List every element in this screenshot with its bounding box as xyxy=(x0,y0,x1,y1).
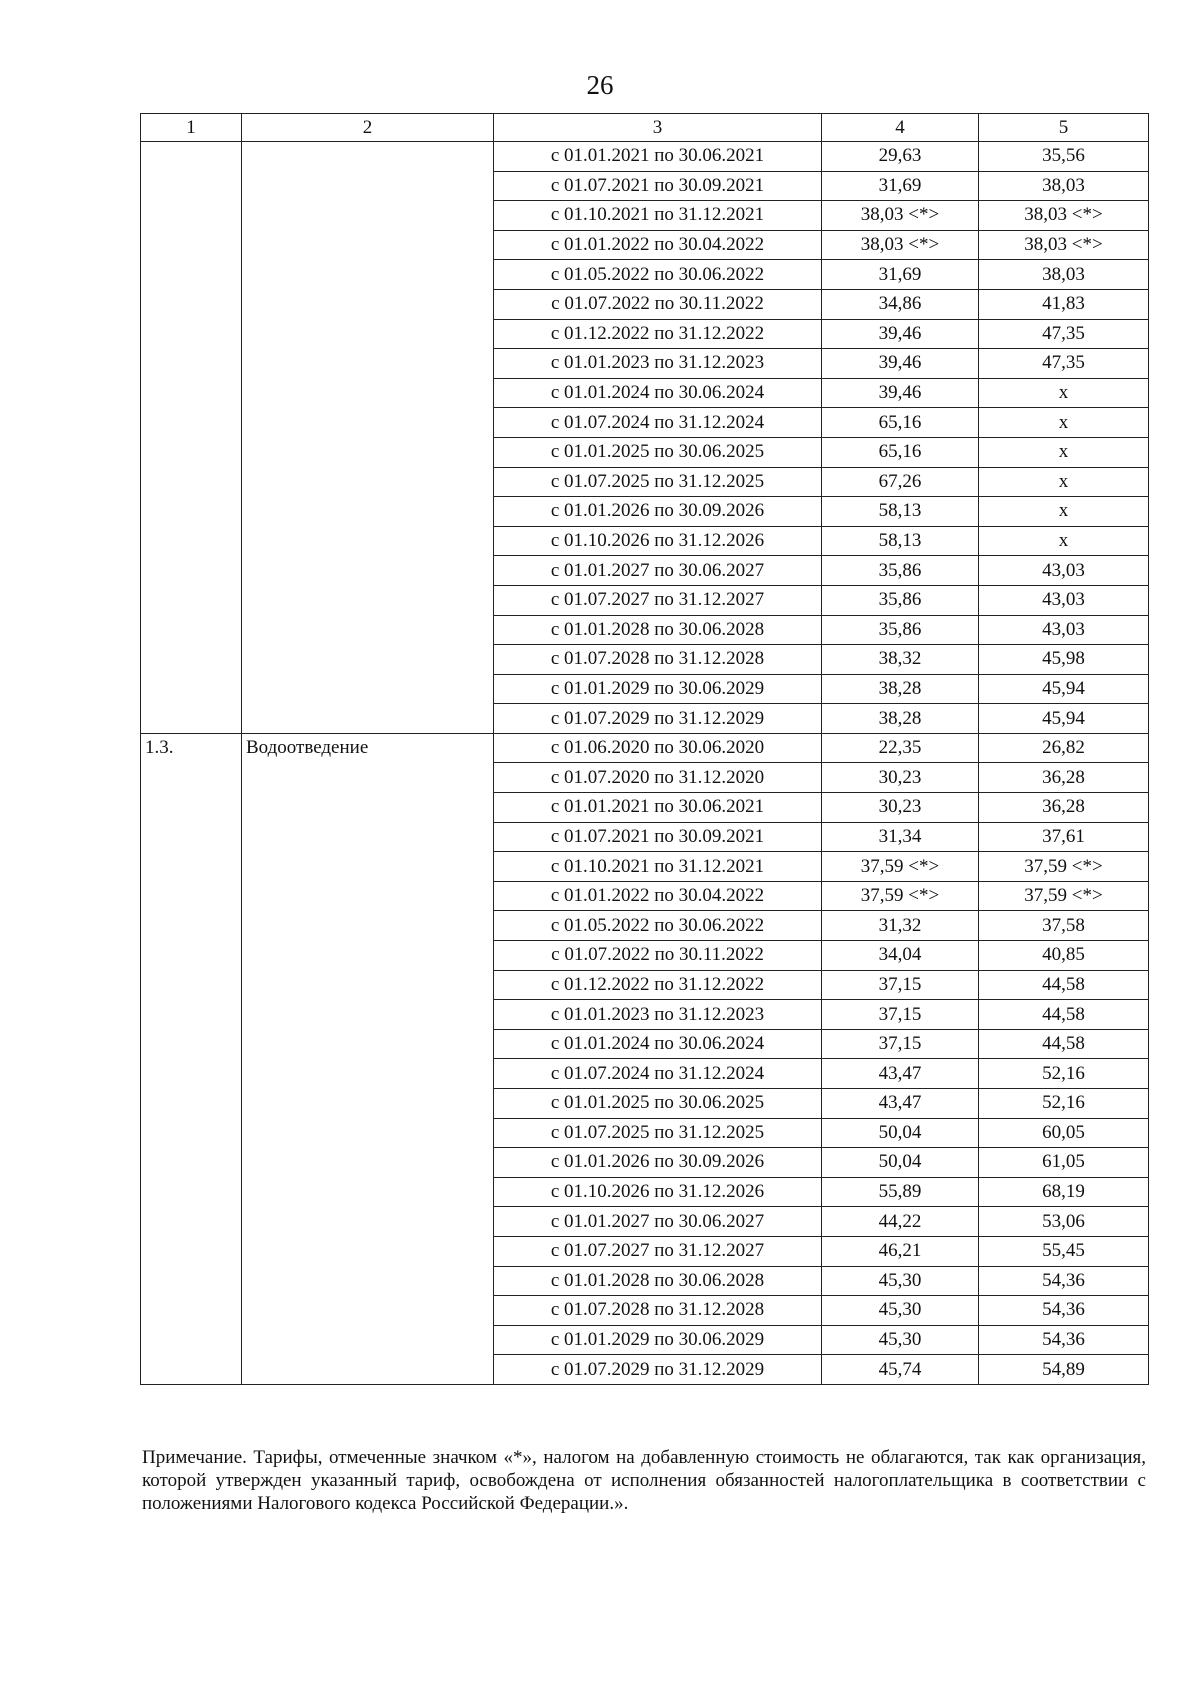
period-cell: с 01.07.2021 по 30.09.2021 xyxy=(494,822,822,852)
tariff-without-vat-cell: 38,32 xyxy=(822,645,979,675)
period-cell: с 01.07.2025 по 31.12.2025 xyxy=(494,467,822,497)
period-cell: с 01.07.2021 по 30.09.2021 xyxy=(494,171,822,201)
period-cell: с 01.10.2026 по 31.12.2026 xyxy=(494,1177,822,1207)
tariff-without-vat-cell: 31,69 xyxy=(822,260,979,290)
tariff-without-vat-cell: 38,03 <*> xyxy=(822,230,979,260)
tariff-with-vat-cell: х xyxy=(979,497,1149,527)
period-cell: с 01.07.2027 по 31.12.2027 xyxy=(494,585,822,615)
tariff-with-vat-cell: 43,03 xyxy=(979,615,1149,645)
tariff-without-vat-cell: 37,59 <*> xyxy=(822,881,979,911)
tariff-with-vat-cell: 52,16 xyxy=(979,1089,1149,1119)
tariff-without-vat-cell: 43,47 xyxy=(822,1089,979,1119)
period-cell: с 01.01.2027 по 30.06.2027 xyxy=(494,1207,822,1237)
tariff-with-vat-cell: 43,03 xyxy=(979,556,1149,586)
tariff-with-vat-cell: 35,56 xyxy=(979,142,1149,172)
tariff-without-vat-cell: 37,15 xyxy=(822,1029,979,1059)
tariff-table xyxy=(140,113,1149,1385)
period-cell: с 01.12.2022 по 31.12.2022 xyxy=(494,970,822,1000)
tariff-with-vat-cell: 38,03 xyxy=(979,260,1149,290)
tariff-without-vat-cell: 65,16 xyxy=(822,408,979,438)
period-cell: с 01.05.2022 по 30.06.2022 xyxy=(494,911,822,941)
period-cell: с 01.01.2026 по 30.09.2026 xyxy=(494,1148,822,1178)
table-row xyxy=(141,142,1149,172)
tariff-with-vat-cell: 54,89 xyxy=(979,1355,1149,1385)
tariff-with-vat-cell: 26,82 xyxy=(979,733,1149,763)
header-col-5: 5 xyxy=(979,114,1149,142)
period-cell: с 01.07.2028 по 31.12.2028 xyxy=(494,645,822,675)
period-cell: с 01.01.2021 по 30.06.2021 xyxy=(494,142,822,172)
period-cell: с 01.07.2022 по 30.11.2022 xyxy=(494,289,822,319)
tariff-without-vat-cell: 50,04 xyxy=(822,1118,979,1148)
period-cell: с 01.01.2023 по 31.12.2023 xyxy=(494,349,822,379)
tariff-with-vat-cell: 44,58 xyxy=(979,970,1149,1000)
period-cell: с 01.05.2022 по 30.06.2022 xyxy=(494,260,822,290)
tariff-with-vat-cell: 36,28 xyxy=(979,763,1149,793)
tariff-without-vat-cell: 37,15 xyxy=(822,970,979,1000)
period-cell: с 01.01.2026 по 30.09.2026 xyxy=(494,497,822,527)
period-cell: с 01.10.2021 по 31.12.2021 xyxy=(494,201,822,231)
tariff-without-vat-cell: 38,28 xyxy=(822,704,979,734)
period-cell: с 01.01.2027 по 30.06.2027 xyxy=(494,556,822,586)
tariff-without-vat-cell: 22,35 xyxy=(822,733,979,763)
period-cell: с 01.01.2024 по 30.06.2024 xyxy=(494,1029,822,1059)
tariff-with-vat-cell: 36,28 xyxy=(979,793,1149,823)
period-cell: с 01.01.2025 по 30.06.2025 xyxy=(494,1089,822,1119)
period-cell: с 01.07.2020 по 31.12.2020 xyxy=(494,763,822,793)
period-cell: с 01.01.2021 по 30.06.2021 xyxy=(494,793,822,823)
period-cell: с 01.01.2028 по 30.06.2028 xyxy=(494,615,822,645)
period-cell: с 01.07.2024 по 31.12.2024 xyxy=(494,408,822,438)
item-number-cell xyxy=(141,142,242,734)
tariff-without-vat-cell: 45,30 xyxy=(822,1266,979,1296)
period-cell: с 01.10.2021 по 31.12.2021 xyxy=(494,852,822,882)
tariff-without-vat-cell: 30,23 xyxy=(822,793,979,823)
tariff-without-vat-cell: 35,86 xyxy=(822,615,979,645)
table-header-row xyxy=(141,114,1149,142)
tariff-with-vat-cell: 37,61 xyxy=(979,822,1149,852)
tariff-with-vat-cell: 54,36 xyxy=(979,1325,1149,1355)
tariff-without-vat-cell: 44,22 xyxy=(822,1207,979,1237)
tariff-with-vat-cell: 43,03 xyxy=(979,585,1149,615)
tariff-with-vat-cell: 68,19 xyxy=(979,1177,1149,1207)
period-cell: с 01.01.2029 по 30.06.2029 xyxy=(494,1325,822,1355)
tariff-with-vat-cell: 45,94 xyxy=(979,704,1149,734)
period-cell: с 01.07.2029 по 31.12.2029 xyxy=(494,704,822,734)
tariff-without-vat-cell: 58,13 xyxy=(822,497,979,527)
tariff-without-vat-cell: 37,59 <*> xyxy=(822,852,979,882)
period-cell: с 01.01.2028 по 30.06.2028 xyxy=(494,1266,822,1296)
tariff-with-vat-cell: 41,83 xyxy=(979,289,1149,319)
tariff-without-vat-cell: 30,23 xyxy=(822,763,979,793)
period-cell: с 01.07.2027 по 31.12.2027 xyxy=(494,1236,822,1266)
tariff-without-vat-cell: 35,86 xyxy=(822,585,979,615)
tariff-with-vat-cell: х xyxy=(979,526,1149,556)
tariff-without-vat-cell: 39,46 xyxy=(822,378,979,408)
tariff-with-vat-cell: 55,45 xyxy=(979,1236,1149,1266)
tariff-without-vat-cell: 43,47 xyxy=(822,1059,979,1089)
header-col-3: 3 xyxy=(494,114,822,142)
tariff-with-vat-cell: 61,05 xyxy=(979,1148,1149,1178)
tariff-with-vat-cell: 45,98 xyxy=(979,645,1149,675)
tariff-without-vat-cell: 38,28 xyxy=(822,674,979,704)
tariff-without-vat-cell: 34,86 xyxy=(822,289,979,319)
tariff-with-vat-cell: 38,03 <*> xyxy=(979,201,1149,231)
tariff-with-vat-cell: 52,16 xyxy=(979,1059,1149,1089)
period-cell: с 01.07.2029 по 31.12.2029 xyxy=(494,1355,822,1385)
tariff-without-vat-cell: 58,13 xyxy=(822,526,979,556)
tariff-with-vat-cell: х xyxy=(979,378,1149,408)
period-cell: с 01.10.2026 по 31.12.2026 xyxy=(494,526,822,556)
tariff-with-vat-cell: 44,58 xyxy=(979,1029,1149,1059)
header-col-4: 4 xyxy=(822,114,979,142)
tariff-without-vat-cell: 29,63 xyxy=(822,142,979,172)
tariff-without-vat-cell: 39,46 xyxy=(822,349,979,379)
tariff-with-vat-cell: 40,85 xyxy=(979,941,1149,971)
period-cell: с 01.07.2022 по 30.11.2022 xyxy=(494,941,822,971)
service-name-cell: Водоотведение xyxy=(242,733,494,1384)
footnote: Примечание. Тарифы, отмеченные значком «*», налогом на добавленную стоимость не облагаются, так как организация, которой утвержден указанный тариф, освобождена от исполнения обязанностей налогоплательщика в соответствии с положениями Налогового кодекса Российской Федерации.». xyxy=(142,1447,1146,1514)
tariff-with-vat-cell: 37,58 xyxy=(979,911,1149,941)
tariff-with-vat-cell: 54,36 xyxy=(979,1266,1149,1296)
period-cell: с 01.01.2022 по 30.04.2022 xyxy=(494,881,822,911)
tariff-with-vat-cell: 37,59 <*> xyxy=(979,852,1149,882)
period-cell: с 01.01.2029 по 30.06.2029 xyxy=(494,674,822,704)
tariff-without-vat-cell: 39,46 xyxy=(822,319,979,349)
tariff-with-vat-cell: 47,35 xyxy=(979,319,1149,349)
tariff-without-vat-cell: 37,15 xyxy=(822,1000,979,1030)
tariff-with-vat-cell: 53,06 xyxy=(979,1207,1149,1237)
period-cell: с 01.01.2023 по 31.12.2023 xyxy=(494,1000,822,1030)
tariff-with-vat-cell: х xyxy=(979,408,1149,438)
period-cell: с 01.07.2025 по 31.12.2025 xyxy=(494,1118,822,1148)
service-name-cell xyxy=(242,142,494,734)
tariff-with-vat-cell: 37,59 <*> xyxy=(979,881,1149,911)
tariff-without-vat-cell: 38,03 <*> xyxy=(822,201,979,231)
tariff-with-vat-cell: 54,36 xyxy=(979,1296,1149,1326)
header-col-1: 1 xyxy=(141,114,242,142)
period-cell: с 01.06.2020 по 30.06.2020 xyxy=(494,733,822,763)
tariff-without-vat-cell: 45,30 xyxy=(822,1325,979,1355)
item-number-cell: 1.3. xyxy=(141,733,242,1384)
tariff-with-vat-cell: 45,94 xyxy=(979,674,1149,704)
tariff-without-vat-cell: 55,89 xyxy=(822,1177,979,1207)
tariff-without-vat-cell: 45,30 xyxy=(822,1296,979,1326)
tariff-without-vat-cell: 45,74 xyxy=(822,1355,979,1385)
period-cell: с 01.12.2022 по 31.12.2022 xyxy=(494,319,822,349)
period-cell: с 01.07.2028 по 31.12.2028 xyxy=(494,1296,822,1326)
tariff-without-vat-cell: 31,34 xyxy=(822,822,979,852)
tariff-without-vat-cell: 31,69 xyxy=(822,171,979,201)
tariff-without-vat-cell: 31,32 xyxy=(822,911,979,941)
tariff-without-vat-cell: 50,04 xyxy=(822,1148,979,1178)
tariff-with-vat-cell: 38,03 <*> xyxy=(979,230,1149,260)
period-cell: с 01.07.2024 по 31.12.2024 xyxy=(494,1059,822,1089)
tariff-with-vat-cell: 44,58 xyxy=(979,1000,1149,1030)
tariff-without-vat-cell: 35,86 xyxy=(822,556,979,586)
table-row xyxy=(141,733,1149,763)
table-body xyxy=(141,142,1149,1385)
tariff-with-vat-cell: 60,05 xyxy=(979,1118,1149,1148)
tariff-without-vat-cell: 34,04 xyxy=(822,941,979,971)
tariff-without-vat-cell: 67,26 xyxy=(822,467,979,497)
tariff-without-vat-cell: 46,21 xyxy=(822,1236,979,1266)
period-cell: с 01.01.2025 по 30.06.2025 xyxy=(494,437,822,467)
tariff-with-vat-cell: х xyxy=(979,467,1149,497)
tariff-without-vat-cell: 65,16 xyxy=(822,437,979,467)
header-col-2: 2 xyxy=(242,114,494,142)
period-cell: с 01.01.2024 по 30.06.2024 xyxy=(494,378,822,408)
tariff-with-vat-cell: 47,35 xyxy=(979,349,1149,379)
page-number: 26 xyxy=(586,70,614,100)
tariff-with-vat-cell: 38,03 xyxy=(979,171,1149,201)
tariff-with-vat-cell: х xyxy=(979,437,1149,467)
period-cell: с 01.01.2022 по 30.04.2022 xyxy=(494,230,822,260)
